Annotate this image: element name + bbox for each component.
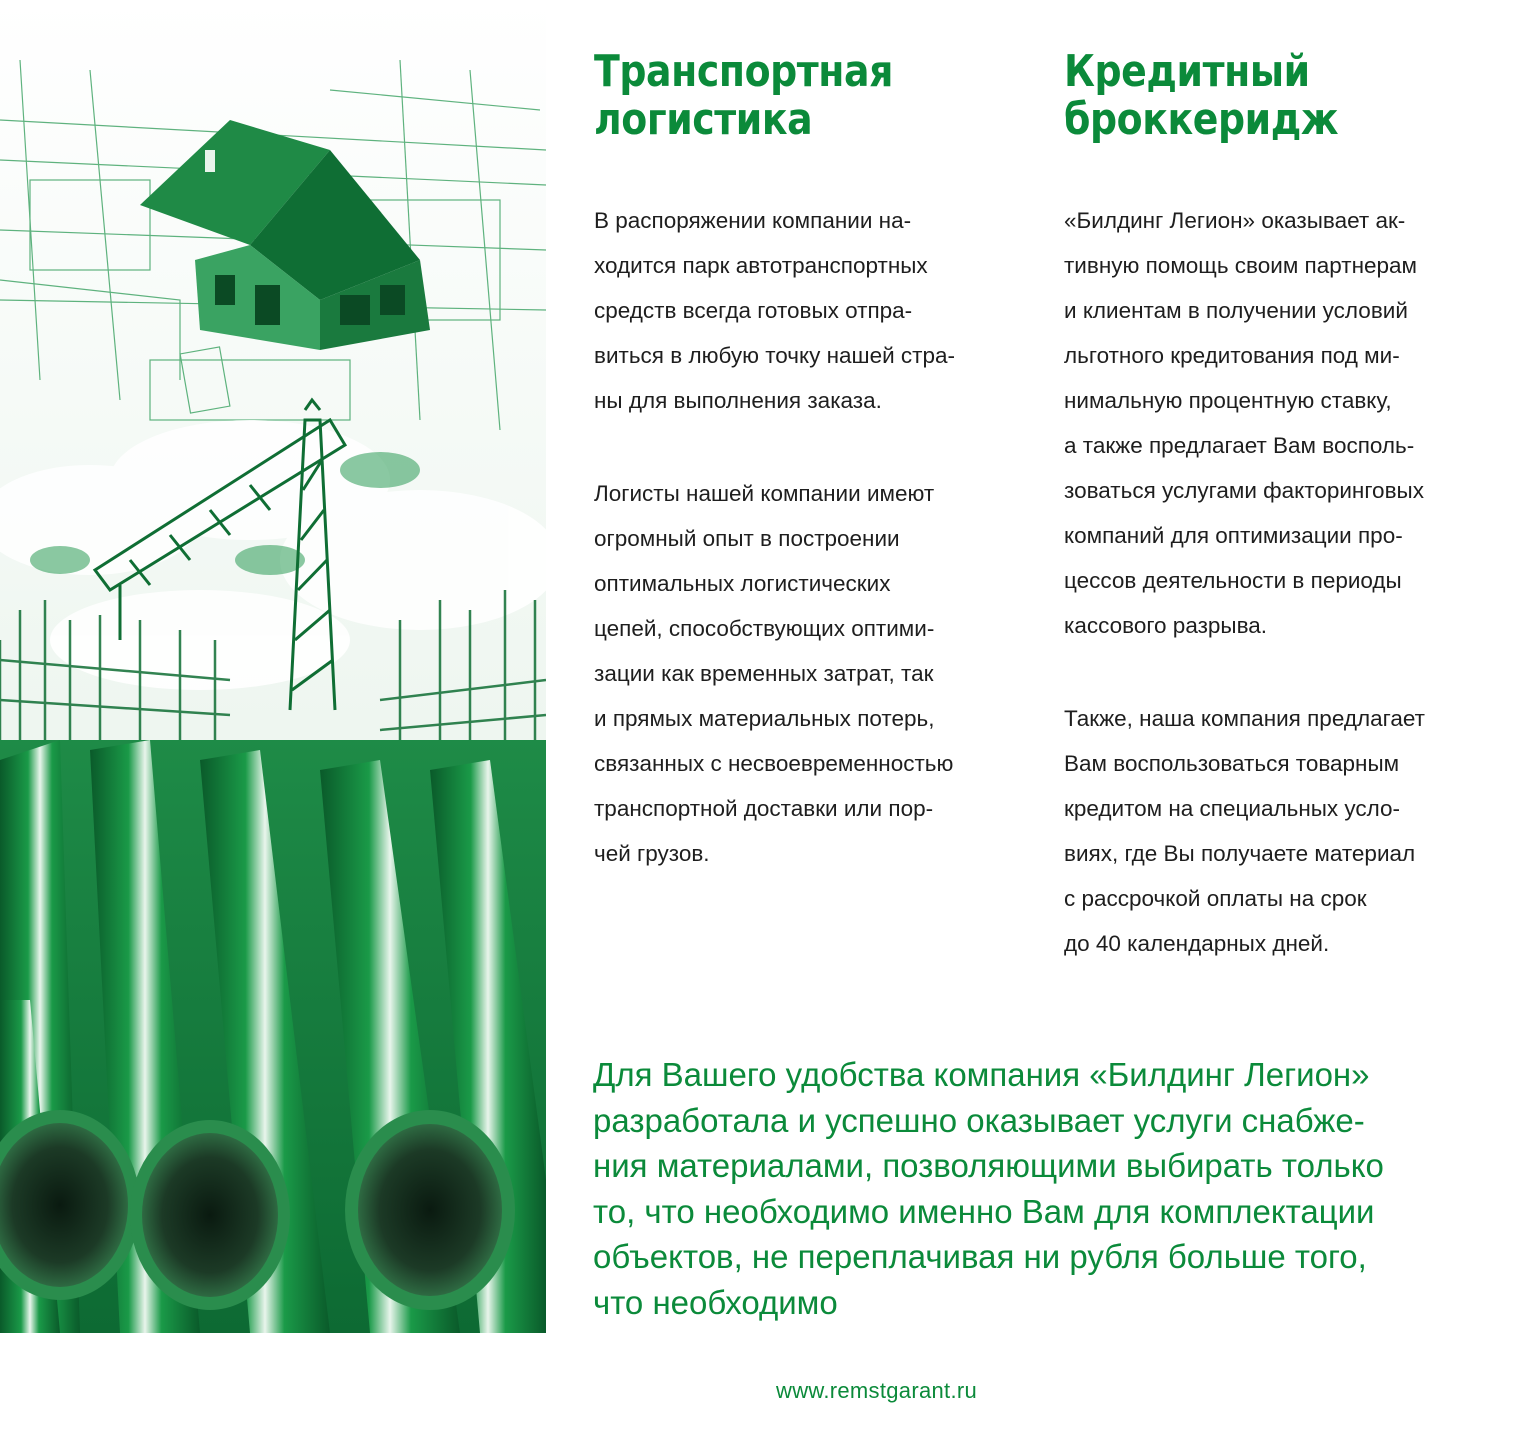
- text-line: Вам воспользоваться товарным: [1064, 751, 1400, 776]
- text-line: с рассрочкой оплаты на срок: [1064, 886, 1367, 911]
- text-line: цессов деятельности в периоды: [1064, 568, 1402, 593]
- transport-logistics-heading: [594, 48, 972, 144]
- summary-line: ния материалами, позволяющими выбирать только: [593, 1147, 1384, 1184]
- paragraph: [1064, 696, 1504, 966]
- text-line: Также, наша компания предлагает: [1064, 706, 1425, 731]
- summary-line: объектов, не переплачивая ни рубля больше того,: [593, 1238, 1367, 1275]
- text-line: виться в любую точку нашей стра-: [594, 343, 955, 368]
- text-line: льготного кредитования под ми-: [1064, 343, 1400, 368]
- text-line: В распоряжении компании на-: [594, 208, 912, 233]
- transport-logistics-body: [594, 198, 1034, 924]
- text-line: кредитом на специальных усло-: [1064, 796, 1401, 821]
- heading-line: Транспортная: [594, 46, 893, 97]
- credit-brokerage-section: [1064, 46, 1504, 956]
- text-line: ходится парк автотранспортных: [594, 253, 928, 278]
- text-line: транспортной доставки или пор-: [594, 796, 934, 821]
- summary-statement: [593, 1052, 1513, 1325]
- heading-line: броккеридж: [1064, 94, 1339, 145]
- credit-brokerage-heading: [1064, 48, 1442, 144]
- text-line: кассового разрыва.: [1064, 613, 1268, 638]
- text-line: а также предлагает Вам восполь-: [1064, 433, 1415, 458]
- summary-line: Для Вашего удобства компания «Билдинг Легион»: [593, 1056, 1370, 1093]
- paragraph: [594, 198, 1034, 423]
- transport-logistics-section: [594, 46, 1034, 866]
- text-line: нимальную процентную ставку,: [1064, 388, 1392, 413]
- text-line: виях, где Вы получаете материал: [1064, 841, 1416, 866]
- text-line: тивную помощь своим партнерам: [1064, 253, 1418, 278]
- text-line: огромный опыт в построении: [594, 526, 900, 551]
- text-line: до 40 календарных дней.: [1064, 931, 1330, 956]
- text-line: цепей, способствующих оптими-: [594, 616, 935, 641]
- paragraph: [1064, 198, 1504, 648]
- text-line: средств всегда готовых отпра-: [594, 298, 913, 323]
- credit-brokerage-body: [1064, 198, 1504, 1014]
- text-line: «Билдинг Легион» оказывает ак-: [1064, 208, 1406, 233]
- construction-collage-image: [0, 0, 546, 1333]
- summary-line: то, что необходимо именно Вам для комплектации: [593, 1192, 1375, 1230]
- website-link[interactable]: www.remstgarant.ru: [776, 1378, 978, 1403]
- text-line: связанных с несвоевременностью: [594, 751, 954, 776]
- text-line: и клиентам в получении условий: [1064, 298, 1408, 323]
- text-line: чей грузов.: [594, 841, 710, 866]
- paragraph: [594, 471, 1034, 876]
- text-line: зоваться услугами факторинговых: [1064, 478, 1424, 503]
- text-line: и прямых материальных потерь,: [594, 706, 935, 731]
- text-line: зации как временных затрат, так: [594, 661, 934, 686]
- heading-line: Кредитный: [1064, 46, 1310, 97]
- summary-line: что необходимо: [593, 1283, 838, 1321]
- heading-line: логистика: [594, 94, 813, 145]
- summary-line: разработала и успешно оказывает услуги снабже-: [593, 1101, 1365, 1139]
- text-line: компаний для оптимизации про-: [1064, 523, 1403, 548]
- text-line: оптимальных логистических: [594, 571, 891, 596]
- text-line: Логисты нашей компании имеют: [594, 481, 935, 506]
- text-line: ны для выполнения заказа.: [594, 388, 882, 413]
